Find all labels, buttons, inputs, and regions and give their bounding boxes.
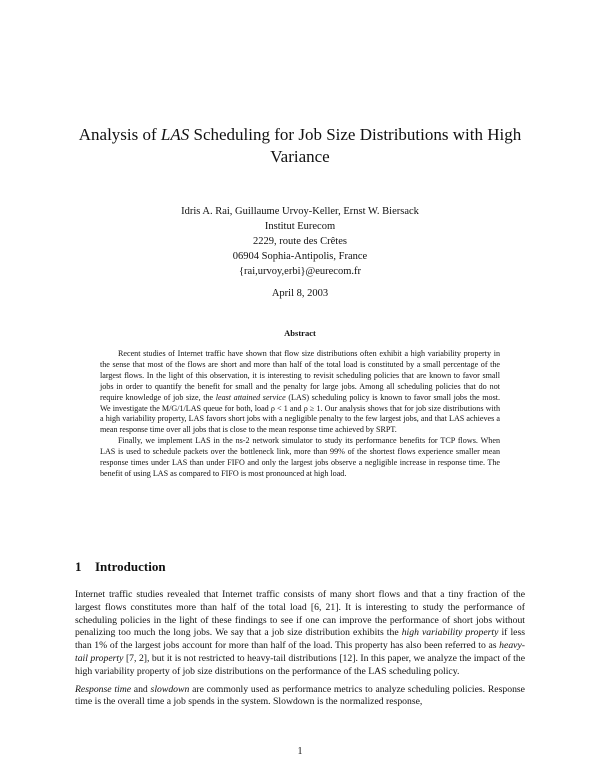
introduction-body <box>75 589 525 714</box>
page-number: 1 <box>297 746 303 757</box>
body-emphasis: Response time <box>75 683 132 695</box>
abstract-text: Recent studies of Internet traffic have shown that flow size distributions often exhibit a high variability property in the sense that most of the flows are short and more than half of the total load is constituted by a small percentage of the largest flows. In the light of this observation, it is interesting to revisit scheduling policies that are known to favor small jobs in order to quantify the benefit for small and the penalty for large jobs. Among all scheduling policies that do not require knowledge of job size, the <box>100 349 500 402</box>
abstract <box>100 349 500 480</box>
abstract-text: (LAS) scheduling policy is known to favor small jobs the most. We investigate the M/G/1/LAS queue for both, load ρ < 1 and ρ ≥ 1. Our analysis shows that for job size distributions with a high variability property, LAS favors short jobs with a negligible penalty to the few largest jobs, and that LAS achieves a mean response time over all jobs that is close to the mean response time achieved by SRPT. <box>100 392 501 435</box>
title-las: LAS <box>160 125 190 144</box>
section-heading <box>75 559 166 575</box>
body-text: Internet traffic studies revealed that Internet traffic consists of many short flows and that a tiny fraction of the largest flows constitutes more than half of the total load [6, 21]. It is interesting to study the performance of scheduling policies in the light of these findings to see if one can improve the performance of short jobs without penalizing too much the long jobs. We say that a job size distribution exhibits the <box>75 589 525 639</box>
affiliation-street: 2229, route des Crêtes <box>253 236 347 247</box>
body-paragraph <box>75 684 525 710</box>
body-paragraph <box>75 589 525 679</box>
title-prefix: Analysis of <box>78 125 161 144</box>
affiliation-institute: Institut Eurecom <box>264 221 336 232</box>
body-text: if less than 1% of the largest jobs account for more than half of the load. This property has also been referred to as <box>75 627 525 652</box>
section-number: 1 <box>75 559 82 574</box>
paper-title <box>60 124 540 168</box>
title-suffix: Scheduling for Job Size Distributions with High Variance <box>189 125 522 166</box>
affiliation-city: 06904 Sophia-Antipolis, France <box>232 251 368 262</box>
body-text: are commonly used as performance metrics to analyze scheduling policies. Response time is the overall time a job spends in the system. Slowdown is the normalized response, <box>75 683 525 708</box>
author-emails: {rai,urvoy,erbi}@eurecom.fr <box>239 266 361 277</box>
body-text: [7, 2], but it is not restricted to heavy-tail distributions [12]. In this paper, we analyze the impact of the high variability property of job size distributions on the performance of the LAS scheduling policy. <box>75 652 526 677</box>
body-emphasis: slowdown <box>150 683 190 695</box>
abstract-emphasis: least attained service <box>215 392 286 402</box>
abstract-paragraph: Finally, we implement LAS in the ns-2 network simulator to study its performance benefits for TCP flows. When LAS is used to schedule packets over the bottleneck link, more than 99% of the shortest flows experience smaller mean response times under LAS than under FIFO and only the largest jobs observe a negligible increase in response time. The benefit of using LAS as compared to FIFO is most pronounced at high load. <box>100 436 500 478</box>
body-emphasis: heavy-tail property <box>75 640 525 664</box>
paper-date: April 8, 2003 <box>271 288 329 299</box>
section-title: Introduction <box>95 559 166 574</box>
body-emphasis: high variability property <box>401 627 499 639</box>
author-block <box>100 204 500 279</box>
abstract-paragraph <box>100 349 500 436</box>
body-text: and <box>131 683 151 695</box>
authors: Idris A. Rai, Guillaume Urvoy-Keller, Ernst W. Biersack <box>181 206 419 217</box>
abstract-heading: Abstract <box>284 328 316 338</box>
